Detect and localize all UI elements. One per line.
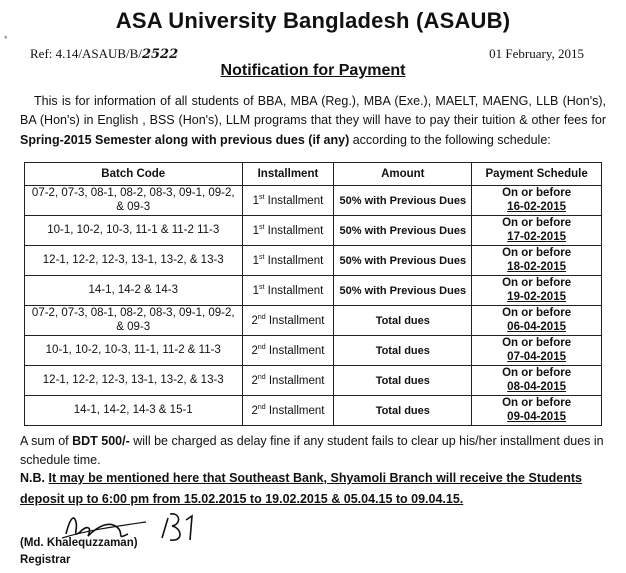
payment-schedule-cell bbox=[472, 306, 602, 336]
schedule-label: On or before bbox=[502, 187, 572, 200]
schedule-date: 07-04-2015 bbox=[507, 350, 566, 363]
amount-cell: Total dues bbox=[334, 396, 472, 426]
batch-code-cell: 07-2, 07-3, 08-1, 08-2, 08-3, 09-1, 09-2, & 09-3 bbox=[25, 186, 243, 216]
reference-number bbox=[30, 46, 178, 62]
batch-code-cell: 14-1, 14-2 & 14-3 bbox=[25, 276, 243, 306]
batch-code-cell: 10-1, 10-2, 10-3, 11-1, 11-2 & 11-3 bbox=[25, 336, 243, 366]
intro-tail: according to the following schedule: bbox=[349, 132, 551, 147]
fine-amount: BDT 500/- bbox=[72, 434, 130, 448]
table-row bbox=[25, 306, 602, 336]
installment-cell bbox=[242, 396, 334, 426]
intro-paragraph bbox=[20, 92, 606, 150]
payment-schedule-cell bbox=[472, 336, 602, 366]
installment-suffix: nd bbox=[257, 314, 266, 322]
delay-fine-note bbox=[20, 432, 610, 470]
batch-code-cell: 10-1, 10-2, 10-3, 11-1 & 11-2 11-3 bbox=[25, 216, 243, 246]
amount-cell: 50% with Previous Dues bbox=[334, 246, 472, 276]
schedule-date: 19-02-2015 bbox=[507, 290, 566, 303]
amount-cell: Total dues bbox=[334, 336, 472, 366]
payment-schedule-cell bbox=[472, 246, 602, 276]
margin-mark: * bbox=[4, 34, 8, 44]
installment-number: 2 bbox=[251, 404, 258, 417]
table-header-row bbox=[25, 163, 602, 186]
batch-code-cell: 07-2, 07-3, 08-1, 08-2, 08-3, 09-1, 09-2, & 09-3 bbox=[25, 306, 243, 336]
installment-cell bbox=[242, 216, 334, 246]
table-body bbox=[25, 186, 602, 426]
nb-note bbox=[20, 468, 610, 511]
schedule-label: On or before bbox=[502, 277, 572, 290]
installment-cell bbox=[242, 186, 334, 216]
amount-cell: 50% with Previous Dues bbox=[334, 276, 472, 306]
installment-suffix: st bbox=[259, 224, 265, 232]
payment-schedule-cell bbox=[472, 276, 602, 306]
payment-schedule-cell bbox=[472, 366, 602, 396]
payment-schedule-table bbox=[24, 162, 602, 426]
amount-cell: 50% with Previous Dues bbox=[334, 216, 472, 246]
installment-word: Installment bbox=[265, 314, 325, 327]
schedule-date: 16-02-2015 bbox=[507, 200, 566, 213]
fine-prefix: A sum of bbox=[20, 434, 73, 448]
installment-word: Installment bbox=[264, 224, 324, 237]
fine-rest: will be charged as delay fine if any student fails to clear up his/her installment dues in schedule time. bbox=[20, 434, 604, 467]
batch-code-cell: 12-1, 12-2, 12-3, 13-1, 13-2, & 13-3 bbox=[25, 366, 243, 396]
installment-cell bbox=[242, 246, 334, 276]
header-batch-code: Batch Code bbox=[25, 163, 243, 186]
schedule-label: On or before bbox=[502, 217, 572, 230]
table-row bbox=[25, 186, 602, 216]
payment-schedule-cell bbox=[472, 396, 602, 426]
installment-number: 2 bbox=[251, 314, 258, 327]
installment-cell bbox=[242, 336, 334, 366]
installment-word: Installment bbox=[264, 194, 324, 207]
amount-cell: 50% with Previous Dues bbox=[334, 186, 472, 216]
payment-schedule-cell bbox=[472, 186, 602, 216]
table-row bbox=[25, 366, 602, 396]
schedule-label: On or before bbox=[502, 307, 572, 320]
installment-suffix: nd bbox=[257, 344, 266, 352]
document-date: 01 February, 2015 bbox=[489, 46, 584, 61]
table-row bbox=[25, 246, 602, 276]
installment-number: 2 bbox=[251, 344, 258, 357]
table-row bbox=[25, 396, 602, 426]
notice-heading: Notification for Payment bbox=[220, 62, 406, 79]
table-row bbox=[25, 336, 602, 366]
installment-suffix: st bbox=[259, 284, 265, 292]
signatory-role: Registrar bbox=[20, 554, 71, 566]
batch-code-cell: 14-1, 14-2, 14-3 & 15-1 bbox=[25, 396, 243, 426]
installment-number: 1 bbox=[252, 254, 260, 267]
intro-text: This is for information of all students of BBA, MBA (Reg.), MBA (Exe.), MAELT, MAENG, LLB (Hon's), BA (Hon's) in English , BSS (Hon's), LLM programs that they will have to pay their tuition & other fees for bbox=[20, 94, 606, 128]
reference-handwritten-number: 2522 bbox=[141, 47, 179, 62]
schedule-date: 08-04-2015 bbox=[507, 380, 566, 393]
installment-number: 1 bbox=[252, 194, 260, 207]
header-installment: Installment bbox=[242, 163, 334, 186]
installment-number: 1 bbox=[252, 224, 260, 237]
installment-suffix: nd bbox=[257, 374, 266, 382]
schedule-date: 06-04-2015 bbox=[507, 320, 566, 333]
document-title: ASA University Bangladesh (ASAUB) bbox=[115, 8, 511, 33]
nb-label: N.B. bbox=[20, 471, 49, 485]
reference-prefix: Ref: 4.14/ASAUB/B/ bbox=[30, 46, 142, 61]
signatory-name: (Md. Khalequzzaman) bbox=[20, 537, 138, 549]
schedule-label: On or before bbox=[502, 397, 572, 410]
payment-schedule-cell bbox=[472, 216, 602, 246]
installment-word: Installment bbox=[265, 404, 325, 417]
installment-cell bbox=[242, 306, 334, 336]
installment-suffix: st bbox=[259, 254, 265, 262]
installment-word: Installment bbox=[264, 284, 324, 297]
schedule-date: 18-02-2015 bbox=[507, 260, 566, 273]
header-payment-schedule: Payment Schedule bbox=[472, 163, 602, 186]
installment-cell bbox=[242, 366, 334, 396]
schedule-label: On or before bbox=[502, 367, 572, 380]
amount-cell: Total dues bbox=[334, 366, 472, 396]
installment-number: 2 bbox=[251, 374, 258, 387]
header-amount: Amount bbox=[334, 163, 472, 186]
installment-word: Installment bbox=[265, 374, 325, 387]
schedule-label: On or before bbox=[502, 247, 572, 260]
installment-word: Installment bbox=[265, 344, 325, 357]
batch-code-cell: 12-1, 12-2, 12-3, 13-1, 13-2, & 13-3 bbox=[25, 246, 243, 276]
nb-text: It may be mentioned here that Southeast Bank, Shyamoli Branch will receive the Students deposit up to 6:00 pm from 15.02.2015 to 19.02.2015 & 05.04.15 to 09.04.15. bbox=[20, 471, 582, 507]
table-row bbox=[25, 216, 602, 246]
schedule-date: 09-04-2015 bbox=[507, 410, 566, 423]
installment-suffix: st bbox=[259, 194, 265, 202]
schedule-label: On or before bbox=[502, 337, 572, 350]
installment-suffix: nd bbox=[257, 404, 266, 412]
intro-bold-text: Spring-2015 Semester along with previous dues (if any) bbox=[20, 132, 350, 147]
table-row bbox=[25, 276, 602, 306]
installment-number: 1 bbox=[252, 284, 260, 297]
installment-cell bbox=[242, 276, 334, 306]
amount-cell: Total dues bbox=[334, 306, 472, 336]
installment-word: Installment bbox=[264, 254, 324, 267]
schedule-date: 17-02-2015 bbox=[507, 230, 566, 243]
